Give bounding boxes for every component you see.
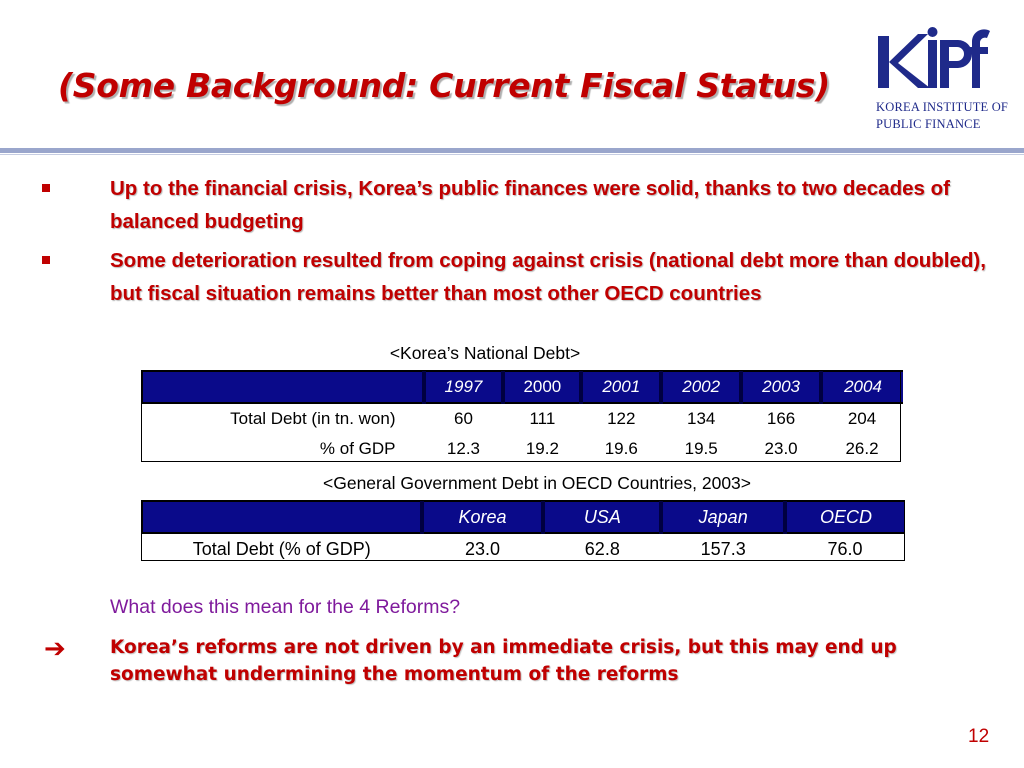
table-header-cell: 2000: [503, 371, 581, 403]
table-cell: 62.8: [584, 538, 620, 559]
table-header-row: [142, 371, 903, 403]
conclusion-text: Korea’s reforms are not driven by an immediate crisis, but this may end up somewhat undermining the momentum of the reforms: [110, 637, 897, 685]
korea-national-debt-table: [141, 370, 903, 464]
table-header-cell: [142, 501, 422, 533]
table-cell: 122: [607, 409, 636, 428]
reform-question: What does this mean for the 4 Reforms?: [110, 596, 461, 618]
table-header-cell: USA: [543, 501, 661, 533]
table-cell: 12.3: [446, 439, 480, 458]
square-bullet-icon: [42, 184, 50, 192]
table-header-cell: Japan: [661, 501, 785, 533]
table-header-cell: Korea: [422, 501, 544, 533]
table-cell: 26.2: [845, 439, 879, 458]
table-header-cell: [142, 371, 424, 403]
table-header-row: [142, 501, 905, 533]
table-row: [142, 403, 903, 434]
table-row: [142, 533, 905, 564]
table-header-cell: OECD: [785, 501, 905, 533]
table-cell: 166: [766, 409, 796, 428]
table-cell: 19.2: [525, 439, 559, 458]
table-cell: 76.0: [827, 538, 863, 559]
table-cell: 23.0: [464, 538, 500, 559]
logo-line-1: KOREA INSTITUTE OF: [876, 100, 1009, 114]
table-header-cell: 2002: [661, 371, 741, 403]
table-header-cell: 2003: [741, 371, 821, 403]
bullet-item-2: Some deterioration resulted from coping against crisis (national debt more than doubled), but fiscal situation remains better than most other OECD countries: [110, 249, 986, 305]
table-cell: 60: [453, 409, 473, 428]
row-label: Total Debt (% of GDP): [192, 538, 371, 559]
table-cell: 111: [529, 409, 556, 428]
table1-caption: <Korea’s National Debt>: [389, 343, 581, 363]
table-header-cell: 2004: [821, 371, 903, 403]
table-cell: 157.3: [700, 538, 746, 559]
table-header-cell: 1997: [424, 371, 504, 403]
logo-line-2: PUBLIC FINANCE: [876, 117, 981, 131]
table-cell: 23.0: [764, 439, 798, 458]
kipf-logo-mark: [874, 26, 999, 102]
row-label: Total Debt (in tn. won): [230, 409, 396, 428]
table-cell: 19.5: [684, 439, 718, 458]
table-cell: 204: [847, 409, 877, 428]
oecd-debt-table: [141, 500, 905, 564]
table-row: [142, 434, 903, 464]
slide-title: (Some Background: Current Fiscal Status): [58, 66, 830, 105]
row-label: % of GDP: [319, 439, 396, 458]
page-number: 12: [968, 726, 990, 747]
bullet-item-1: Up to the financial crisis, Korea’s public finances were solid, thanks to two decades of balanced budgeting: [110, 177, 950, 233]
table2-caption: <General Government Debt in OECD Countries, 2003>: [323, 473, 751, 493]
kipf-logo: [872, 26, 1009, 136]
square-bullet-icon: [42, 256, 50, 264]
table-cell: 19.6: [604, 439, 638, 458]
table-header-cell: 2001: [581, 371, 661, 403]
right-arrow-icon: ➔: [44, 634, 66, 664]
header-rule-thin: [0, 154, 1024, 155]
table-cell: 134: [686, 409, 716, 428]
header-rule: [0, 148, 1024, 153]
